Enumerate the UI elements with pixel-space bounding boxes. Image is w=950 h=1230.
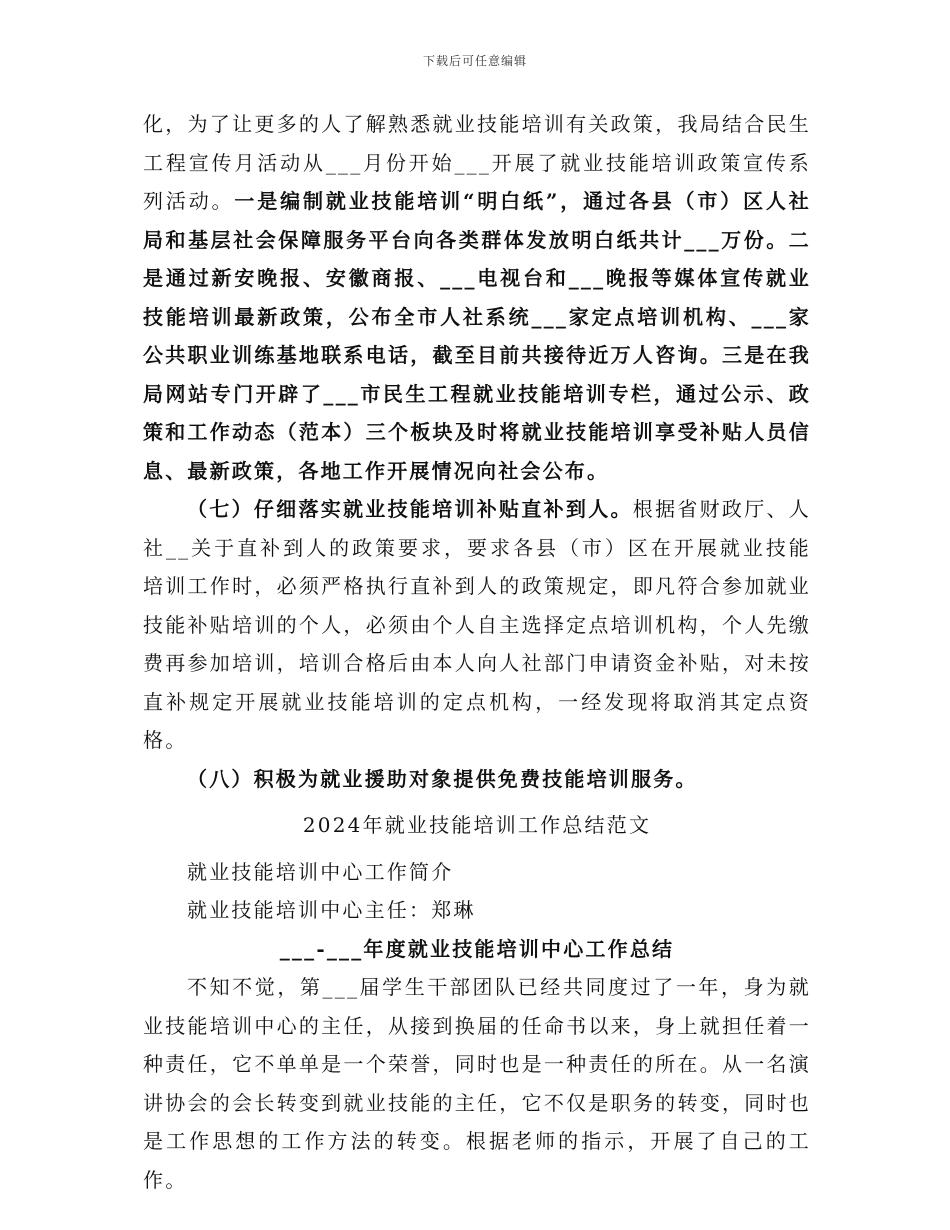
director-line: 就业技能培训中心主任：郑琳 [187, 898, 476, 922]
paragraph-text: 化，为了让更多的人了解熟悉就业技能培训有关政策，我局结合民生工程宣传月活动从___月份开始___开展了就业技能培训政策宣传系列活动。 [143, 112, 811, 213]
document-body [143, 105, 811, 1199]
summary-title: ___-___年度就业技能培训中心工作总结 [279, 936, 675, 961]
paragraph-subsidy-direct [143, 490, 811, 760]
page-header-note: 下载后可任意编辑 [422, 54, 527, 68]
section-heading-7: （七）仔细落实就业技能培训补贴直补到人。 [187, 497, 633, 521]
intro-heading: 就业技能培训中心工作简介 [187, 859, 454, 884]
paragraph-summary-body: 不知不觉，第___届学生干部团队已经共同度过了一年，身为就业技能培训中心的主任，从接到换届的任命书以来，身上就担任着一种责任，它不单单是一个荣誉，同时也是一种责任的所在。从一名演讲协会的会长转变到就业技能的主任，它不仅是职务的转变，同时也是工作思想的工作方法的转变。根据老师的指示，开展了自己的工作。 [143, 975, 811, 1192]
paragraph-text: 根据省财政厅、人社__关于直补到人的政策要求，要求各县（市）区在开展就业技能培训工作时，必须严格执行直补到人的政策规定，即凡符合参加就业技能补贴培训的个人，必须由个人自主选择定点培训机构，个人先缴费再参加培训，培训合格后由本人向人社部门申请资金补贴，对未按直补规定开展就业技能培训的定点机构，一经发现将取消其定点资格。 [143, 497, 812, 752]
paragraph-bold-text: 一是编制就业技能培训“明白纸”，通过各县（市）区人社局和基层社会保障服务平台向各类群体发放明白纸共计___万份。二是通过新安晚报、安徽商报、___电视台和___晚报等媒体宣传就业技能培训最新政策，公布全市人社系统___家定点培训机构、___家公共职业训练基地联系电话，截至目前共接待近万人咨询。三是在我局网站专门开辟了___市民生工程就业技能培训专栏，通过公示、政策和工作动态（范本）三个板块及时将就业技能培训享受补贴人员信息、最新政策，各地工作开展情况向社会公布。 [143, 189, 811, 483]
paragraph-policy-publicity [143, 105, 811, 490]
section-heading-8: （八）积极为就业援助对象提供免费技能培训服务。 [187, 766, 698, 791]
document-title: 2024年就业技能培训工作总结范文 [302, 813, 652, 837]
